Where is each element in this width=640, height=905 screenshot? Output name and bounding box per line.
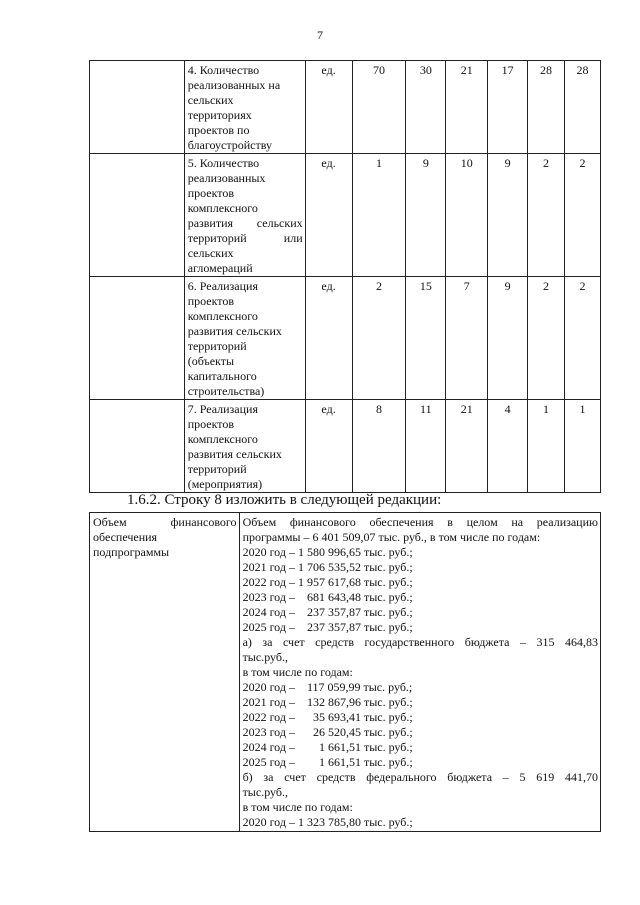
indicator-name-line (188, 171, 303, 186)
indicator-name-line (188, 279, 303, 294)
finance-label-line-word: финансового (170, 515, 237, 529)
value-cell: 28 (565, 61, 601, 154)
value-cell: 1 (528, 400, 565, 493)
value-cell: 21 (446, 400, 488, 493)
unit-cell: ед. (305, 154, 352, 277)
indicator-name-line (188, 156, 303, 171)
indicator-name-line-word: развития сельских (187, 324, 282, 338)
indicator-name-line (188, 417, 303, 432)
indicator-name-line (188, 78, 303, 93)
section-heading: 1.6.2. Строку 8 изложить в следующей редакции: (127, 492, 442, 508)
indicator-name-line-word: комплексного (187, 432, 258, 446)
value-cell: 11 (406, 400, 446, 493)
indicator-name-line-word: проектов по (187, 123, 250, 137)
value-cell: 9 (488, 277, 528, 400)
indicator-name-line-word: строительства) (187, 384, 265, 398)
value-cell: 4 (488, 400, 528, 493)
finance-line: 2025 год – 1 661,51 тыс. руб.; (242, 755, 413, 769)
finance-line: 2020 год – 1 580 996,65 тыс. руб.; (242, 545, 413, 559)
finance-line: 2021 год – 132 867,96 тыс. руб.; (242, 695, 413, 709)
indicator-table (89, 60, 601, 493)
finance-line: 2024 год – 1 661,51 тыс. руб.; (242, 740, 413, 754)
indicator-row (90, 61, 601, 154)
indicator-name (184, 400, 305, 493)
value-cell: 2 (352, 277, 406, 400)
indicator-name-line (188, 123, 303, 138)
indicator-name-line-word: сельских (187, 93, 234, 107)
finance-row (90, 513, 601, 832)
finance-line: 2024 год – 237 357,87 тыс. руб.; (242, 605, 413, 619)
indicator-name-line (188, 186, 303, 201)
indicator-name (184, 154, 305, 277)
indicator-name-line-word: комплексного (187, 309, 258, 323)
finance-line: 2021 год – 1 706 535,52 тыс. руб.; (242, 560, 413, 574)
indicator-name-line (188, 216, 303, 231)
finance-line: а) за счет средств государственного бюджета – 315 464,83 (242, 635, 598, 649)
indicator-name-line (188, 432, 303, 447)
finance-label-line (93, 530, 237, 545)
finance-label-line (93, 515, 237, 530)
value-cell: 9 (488, 154, 528, 277)
value-cell: 21 (446, 61, 488, 154)
indicator-name-line-word: проектов (187, 294, 235, 308)
indicator-name-line-word: или (283, 231, 303, 245)
value-cell: 2 (528, 277, 565, 400)
finance-table (89, 512, 601, 832)
value-cell: 30 (406, 61, 446, 154)
indicator-name-line-word: сельских (256, 216, 303, 230)
value-cell: 15 (406, 277, 446, 400)
finance-line: тыс.руб., (242, 650, 288, 664)
indicator-name-line-word: территорий (187, 231, 247, 245)
indicator-name-line-word: развития (187, 216, 234, 230)
indicator-name-line-word: проектов (187, 417, 235, 431)
indicator-name-line (188, 294, 303, 309)
unit-cell: ед. (305, 400, 352, 493)
finance-line: программы – 6 401 509,07 тыс. руб., в том числе по годам: (242, 530, 541, 544)
indicator-row (90, 277, 601, 400)
indicator-name-line (188, 261, 303, 276)
indicator-name-line-word: 7. Реализация (187, 402, 258, 416)
indicator-name-line (188, 339, 303, 354)
indicator-name-line-word: (объекты (187, 354, 235, 368)
indicator-name-line-word: территорий (187, 462, 247, 476)
indicator-name-line-word: реализованных на (187, 78, 281, 92)
finance-line: 2025 год – 237 357,87 тыс. руб.; (242, 620, 413, 634)
finance-line: б) за счет средств федерального бюджета – 5 619 441,70 (242, 770, 598, 784)
finance-line: 2023 год – 26 520,45 тыс. руб.; (242, 725, 413, 739)
finance-line: 2022 год – 1 957 617,68 тыс. руб.; (242, 575, 413, 589)
empty-cell (90, 277, 185, 400)
value-cell: 10 (446, 154, 488, 277)
finance-label-cell (90, 513, 240, 832)
value-cell: 28 (528, 61, 565, 154)
page-number: 7 (317, 28, 323, 42)
value-cell: 2 (565, 277, 601, 400)
empty-cell (90, 61, 185, 154)
indicator-name-line (188, 201, 303, 216)
indicator-name-line-word: 6. Реализация (187, 279, 258, 293)
finance-line: Объем финансового обеспечения в целом на реализацию (242, 515, 598, 529)
finance-label-line-word: обеспечения (93, 530, 158, 544)
value-cell: 70 (352, 61, 406, 154)
indicator-name-line-word: реализованных (187, 171, 266, 185)
indicator-row (90, 154, 601, 277)
indicator-name-line (188, 462, 303, 477)
value-cell: 8 (352, 400, 406, 493)
indicator-name (184, 61, 305, 154)
indicator-name-line (188, 108, 303, 123)
indicator-name-line-word: территорий (187, 339, 247, 353)
indicator-name-line-word: комплексного (187, 201, 258, 215)
value-cell: 2 (528, 154, 565, 277)
unit-cell: ед. (305, 277, 352, 400)
indicator-name-line (188, 324, 303, 339)
indicator-name-line-word: развития сельских (187, 447, 282, 461)
indicator-name-line-word: сельских (187, 246, 234, 260)
indicator-row (90, 400, 601, 493)
indicator-name-line-word: благоустройству (187, 138, 272, 152)
indicator-name-line (188, 447, 303, 462)
finance-label-line (93, 545, 237, 560)
value-cell: 2 (565, 154, 601, 277)
finance-content-cell (239, 513, 600, 832)
indicator-name-line-word: 4. Количество (187, 63, 260, 77)
indicator-name-line (188, 246, 303, 261)
empty-cell (90, 400, 185, 493)
finance-line: тыс.руб., (242, 785, 288, 799)
indicator-name-line (188, 309, 303, 324)
value-cell: 7 (446, 277, 488, 400)
indicator-name-line-word: территориях (187, 108, 252, 122)
indicator-name-line (188, 477, 303, 492)
empty-cell (90, 154, 185, 277)
unit-cell: ед. (305, 61, 352, 154)
finance-label-line-word: Объем (93, 515, 127, 529)
indicator-name-line-word: (мероприятия) (187, 477, 263, 491)
finance-line: в том числе по годам: (242, 800, 353, 814)
value-cell: 9 (406, 154, 446, 277)
indicator-name (184, 277, 305, 400)
finance-line: 2022 год – 35 693,41 тыс. руб.; (242, 710, 413, 724)
value-cell: 1 (565, 400, 601, 493)
finance-label-line-word: подпрограммы (93, 545, 170, 559)
indicator-name-line-word: 5. Количество (187, 156, 260, 170)
indicator-name-line (188, 402, 303, 417)
indicator-name-line (188, 138, 303, 153)
value-cell: 1 (352, 154, 406, 277)
finance-line: 2020 год – 117 059,99 тыс. руб.; (242, 680, 413, 694)
indicator-name-line-word: капитального (187, 369, 257, 383)
value-cell: 17 (488, 61, 528, 154)
indicator-name-line (188, 93, 303, 108)
indicator-name-line (188, 354, 303, 369)
finance-line: в том числе по годам: (242, 665, 353, 679)
indicator-name-line-word: проектов (187, 186, 235, 200)
indicator-name-line (188, 63, 303, 78)
finance-line: 2020 год – 1 323 785,80 тыс. руб.; (242, 815, 413, 829)
finance-line: 2023 год – 681 643,48 тыс. руб.; (242, 590, 413, 604)
indicator-name-line (188, 231, 303, 246)
indicator-name-line-word: агломераций (187, 261, 253, 275)
indicator-name-line (188, 369, 303, 384)
indicator-name-line (188, 384, 303, 399)
